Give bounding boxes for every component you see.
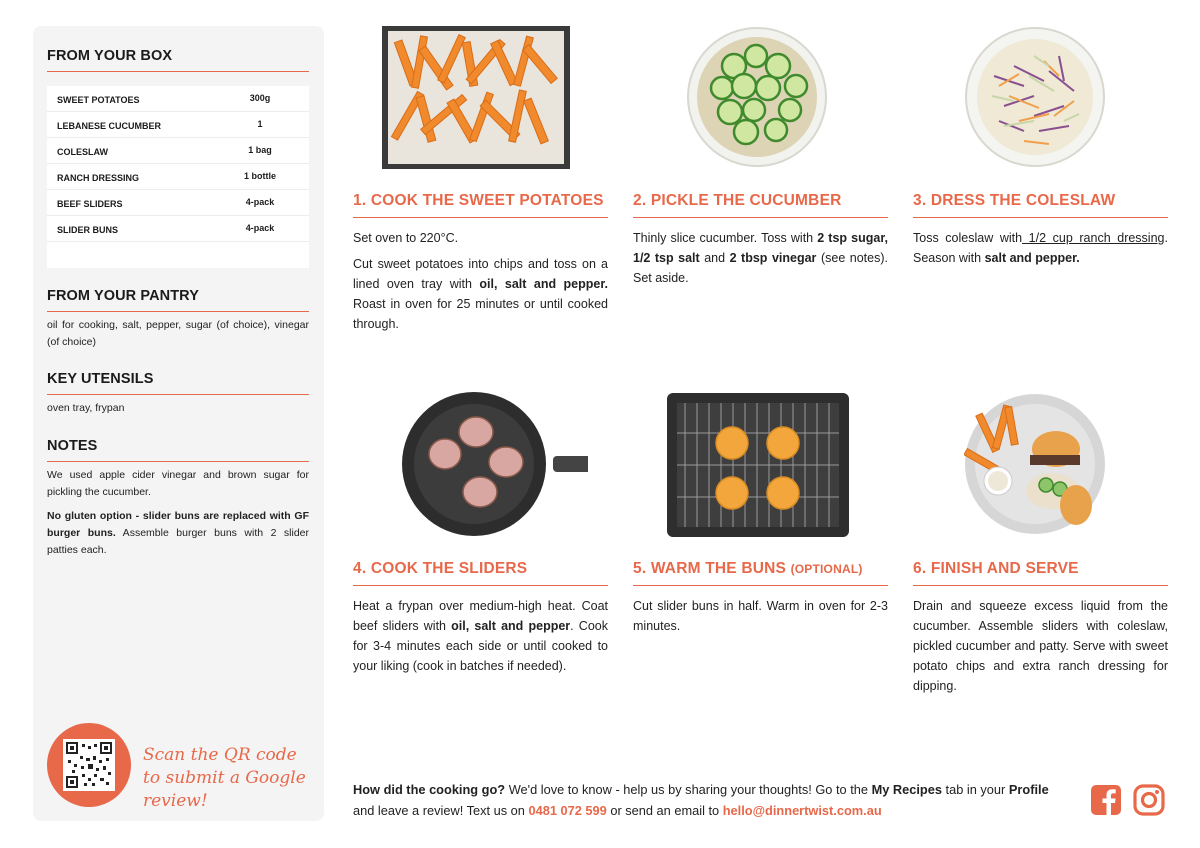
- step-divider: [913, 585, 1168, 586]
- step-6-text: Drain and squeeze excess liquid from the cucumber. Assemble sliders with coleslaw, pickled cucumber and patty. Serve with sweet potato chips and extra ranch dressing for dipping.: [913, 599, 1168, 693]
- ingredient-name: COLESLAW: [57, 147, 108, 157]
- notes-text-2: [47, 508, 309, 559]
- step-divider: [353, 217, 608, 218]
- step-1-title: 1. COOK THE SWEET POTATOES: [353, 192, 604, 209]
- text-span: and leave a review! Text us on: [353, 803, 529, 818]
- ingredient-name: RANCH DRESSING: [57, 173, 140, 183]
- my-recipes-link[interactable]: My Recipes: [871, 782, 942, 797]
- section-divider: [47, 71, 309, 72]
- step-3-body: [913, 228, 1168, 274]
- text-span: tab in your: [941, 782, 1009, 797]
- step-3-title: 3. DRESS THE COLESLAW: [913, 192, 1116, 209]
- pantry-text: oil for cooking, salt, pepper, sugar (of choice), vinegar (of choice): [47, 319, 309, 348]
- step-divider: [913, 217, 1168, 218]
- facebook-icon[interactable]: [1090, 784, 1124, 818]
- no-gluten-rest: Assemble burger buns with 2 slider patties each.: [47, 527, 310, 556]
- notes-title: NOTES: [47, 438, 98, 454]
- notes-text-1: We used apple cider vinegar and brown sugar for pickling the cucumber.: [47, 469, 309, 498]
- instagram-icon[interactable]: [1133, 784, 1167, 818]
- ingredient-row: [47, 164, 309, 190]
- ingredient-qty: 1 bottle: [243, 171, 276, 181]
- qr-review-caption: Scan the QR code to submit a Google review!: [143, 745, 306, 811]
- text-bold: 2 tsp sugar, 1/2 tsp salt: [633, 231, 888, 265]
- text-span: . Season with: [913, 231, 1168, 265]
- ingredients-table: [47, 86, 309, 268]
- text-span: . Cook for 3-4 minutes each side or until cooked to your liking (cook in batches if needed).: [353, 619, 608, 673]
- step-divider: [633, 585, 888, 586]
- text-span: Toss coleslaw with: [913, 231, 1023, 245]
- ingredient-qty: 4-pack: [245, 197, 275, 207]
- step-5-title-text: 5. WARM THE BUNS: [633, 560, 787, 577]
- step-6-image: [964, 393, 1106, 535]
- ingredient-qty: 1 bag: [248, 145, 272, 155]
- ingredient-row: [47, 112, 309, 138]
- step-divider: [633, 217, 888, 218]
- text-span: Heat a frypan over medium-high heat. Coat beef sliders with: [353, 599, 608, 633]
- step-5-image: [667, 393, 849, 537]
- step-divider: [353, 585, 608, 586]
- step-5-text: Cut slider buns in half. Warm in oven for 2-3 minutes.: [633, 599, 888, 633]
- text-span: and: [699, 251, 730, 265]
- email-link[interactable]: hello@dinnertwist.com.au: [722, 803, 882, 818]
- step-2-body: [633, 228, 888, 294]
- text-span: (see notes). Set aside.: [633, 251, 888, 285]
- step-2-image: [686, 26, 828, 168]
- ingredient-row: [47, 86, 309, 112]
- text-span: Thinly slice cucumber. Toss with: [633, 231, 818, 245]
- step-6-body: [913, 596, 1168, 702]
- key-utensils-title: KEY UTENSILS: [47, 371, 154, 387]
- ingredient-name: SLIDER BUNS: [57, 225, 119, 235]
- ingredient-name: BEEF SLIDERS: [57, 199, 123, 209]
- ingredient-row: [47, 138, 309, 164]
- text-span: or send an email to: [606, 803, 723, 818]
- ingredient-qty: 300g: [249, 93, 271, 103]
- step-4-title: 4. COOK THE SLIDERS: [353, 560, 528, 577]
- footer-question: How did the cooking go?: [353, 782, 506, 797]
- section-divider: [47, 394, 309, 395]
- text-bold: oil, salt and pepper.: [479, 277, 608, 291]
- ingredient-qty: 1: [257, 119, 263, 129]
- ingredients-sidebar: [33, 26, 324, 821]
- ingredient-name: LEBANESE CUCUMBER: [57, 121, 162, 131]
- step-2-title: 2. PICKLE THE CUCUMBER: [633, 192, 842, 209]
- text-span: We'd love to know - help us by sharing your thoughts! Go to the: [505, 782, 872, 797]
- text-bold: salt and pepper.: [984, 251, 1080, 265]
- qr-badge[interactable]: [47, 723, 131, 807]
- step-3-text: [913, 228, 1168, 268]
- step-3-image: [964, 26, 1106, 168]
- qr-code-icon[interactable]: [63, 739, 115, 791]
- step-1-image: [382, 26, 570, 169]
- text-underline: 1/2 cup ranch dressing: [1022, 231, 1165, 245]
- step-6-title: 6. FINISH AND SERVE: [913, 560, 1079, 577]
- from-your-pantry-title: FROM YOUR PANTRY: [47, 288, 199, 304]
- utensils-text: oven tray, frypan: [47, 402, 125, 414]
- ingredient-qty: 4-pack: [245, 223, 275, 233]
- phone-link[interactable]: 0481 072 599: [528, 803, 607, 818]
- optional-tag: (OPTIONAL): [790, 562, 863, 576]
- section-divider: [47, 461, 309, 462]
- profile-link[interactable]: Profile: [1008, 782, 1049, 797]
- text-bold: oil, salt and pepper: [451, 619, 571, 633]
- step-1-text-2: [353, 254, 608, 334]
- ingredient-row: [47, 190, 309, 216]
- review-footer: [353, 779, 1073, 821]
- step-1-text-1: Set oven to 220°C.: [353, 231, 459, 245]
- no-gluten-bold: No gluten option - slider buns are replaced with GF burger buns.: [47, 510, 309, 539]
- text-span: Roast in oven for 25 minutes or until cooked through.: [353, 297, 608, 331]
- step-4-body: [353, 596, 608, 682]
- text-bold: 2 tbsp vinegar: [729, 251, 817, 265]
- step-5-body: [633, 596, 888, 642]
- text-span: Cut sweet potatoes into chips and toss on a lined oven tray with: [353, 257, 608, 291]
- step-2-text: [633, 228, 888, 288]
- step-1-body: [353, 228, 608, 340]
- step-4-text: [353, 596, 608, 676]
- section-divider: [47, 311, 309, 312]
- step-5-title: [633, 560, 863, 578]
- ingredient-row: [47, 216, 309, 242]
- from-your-box-title: FROM YOUR BOX: [47, 48, 173, 64]
- ingredient-name: SWEET POTATOES: [57, 95, 140, 105]
- step-4-image: [388, 392, 602, 538]
